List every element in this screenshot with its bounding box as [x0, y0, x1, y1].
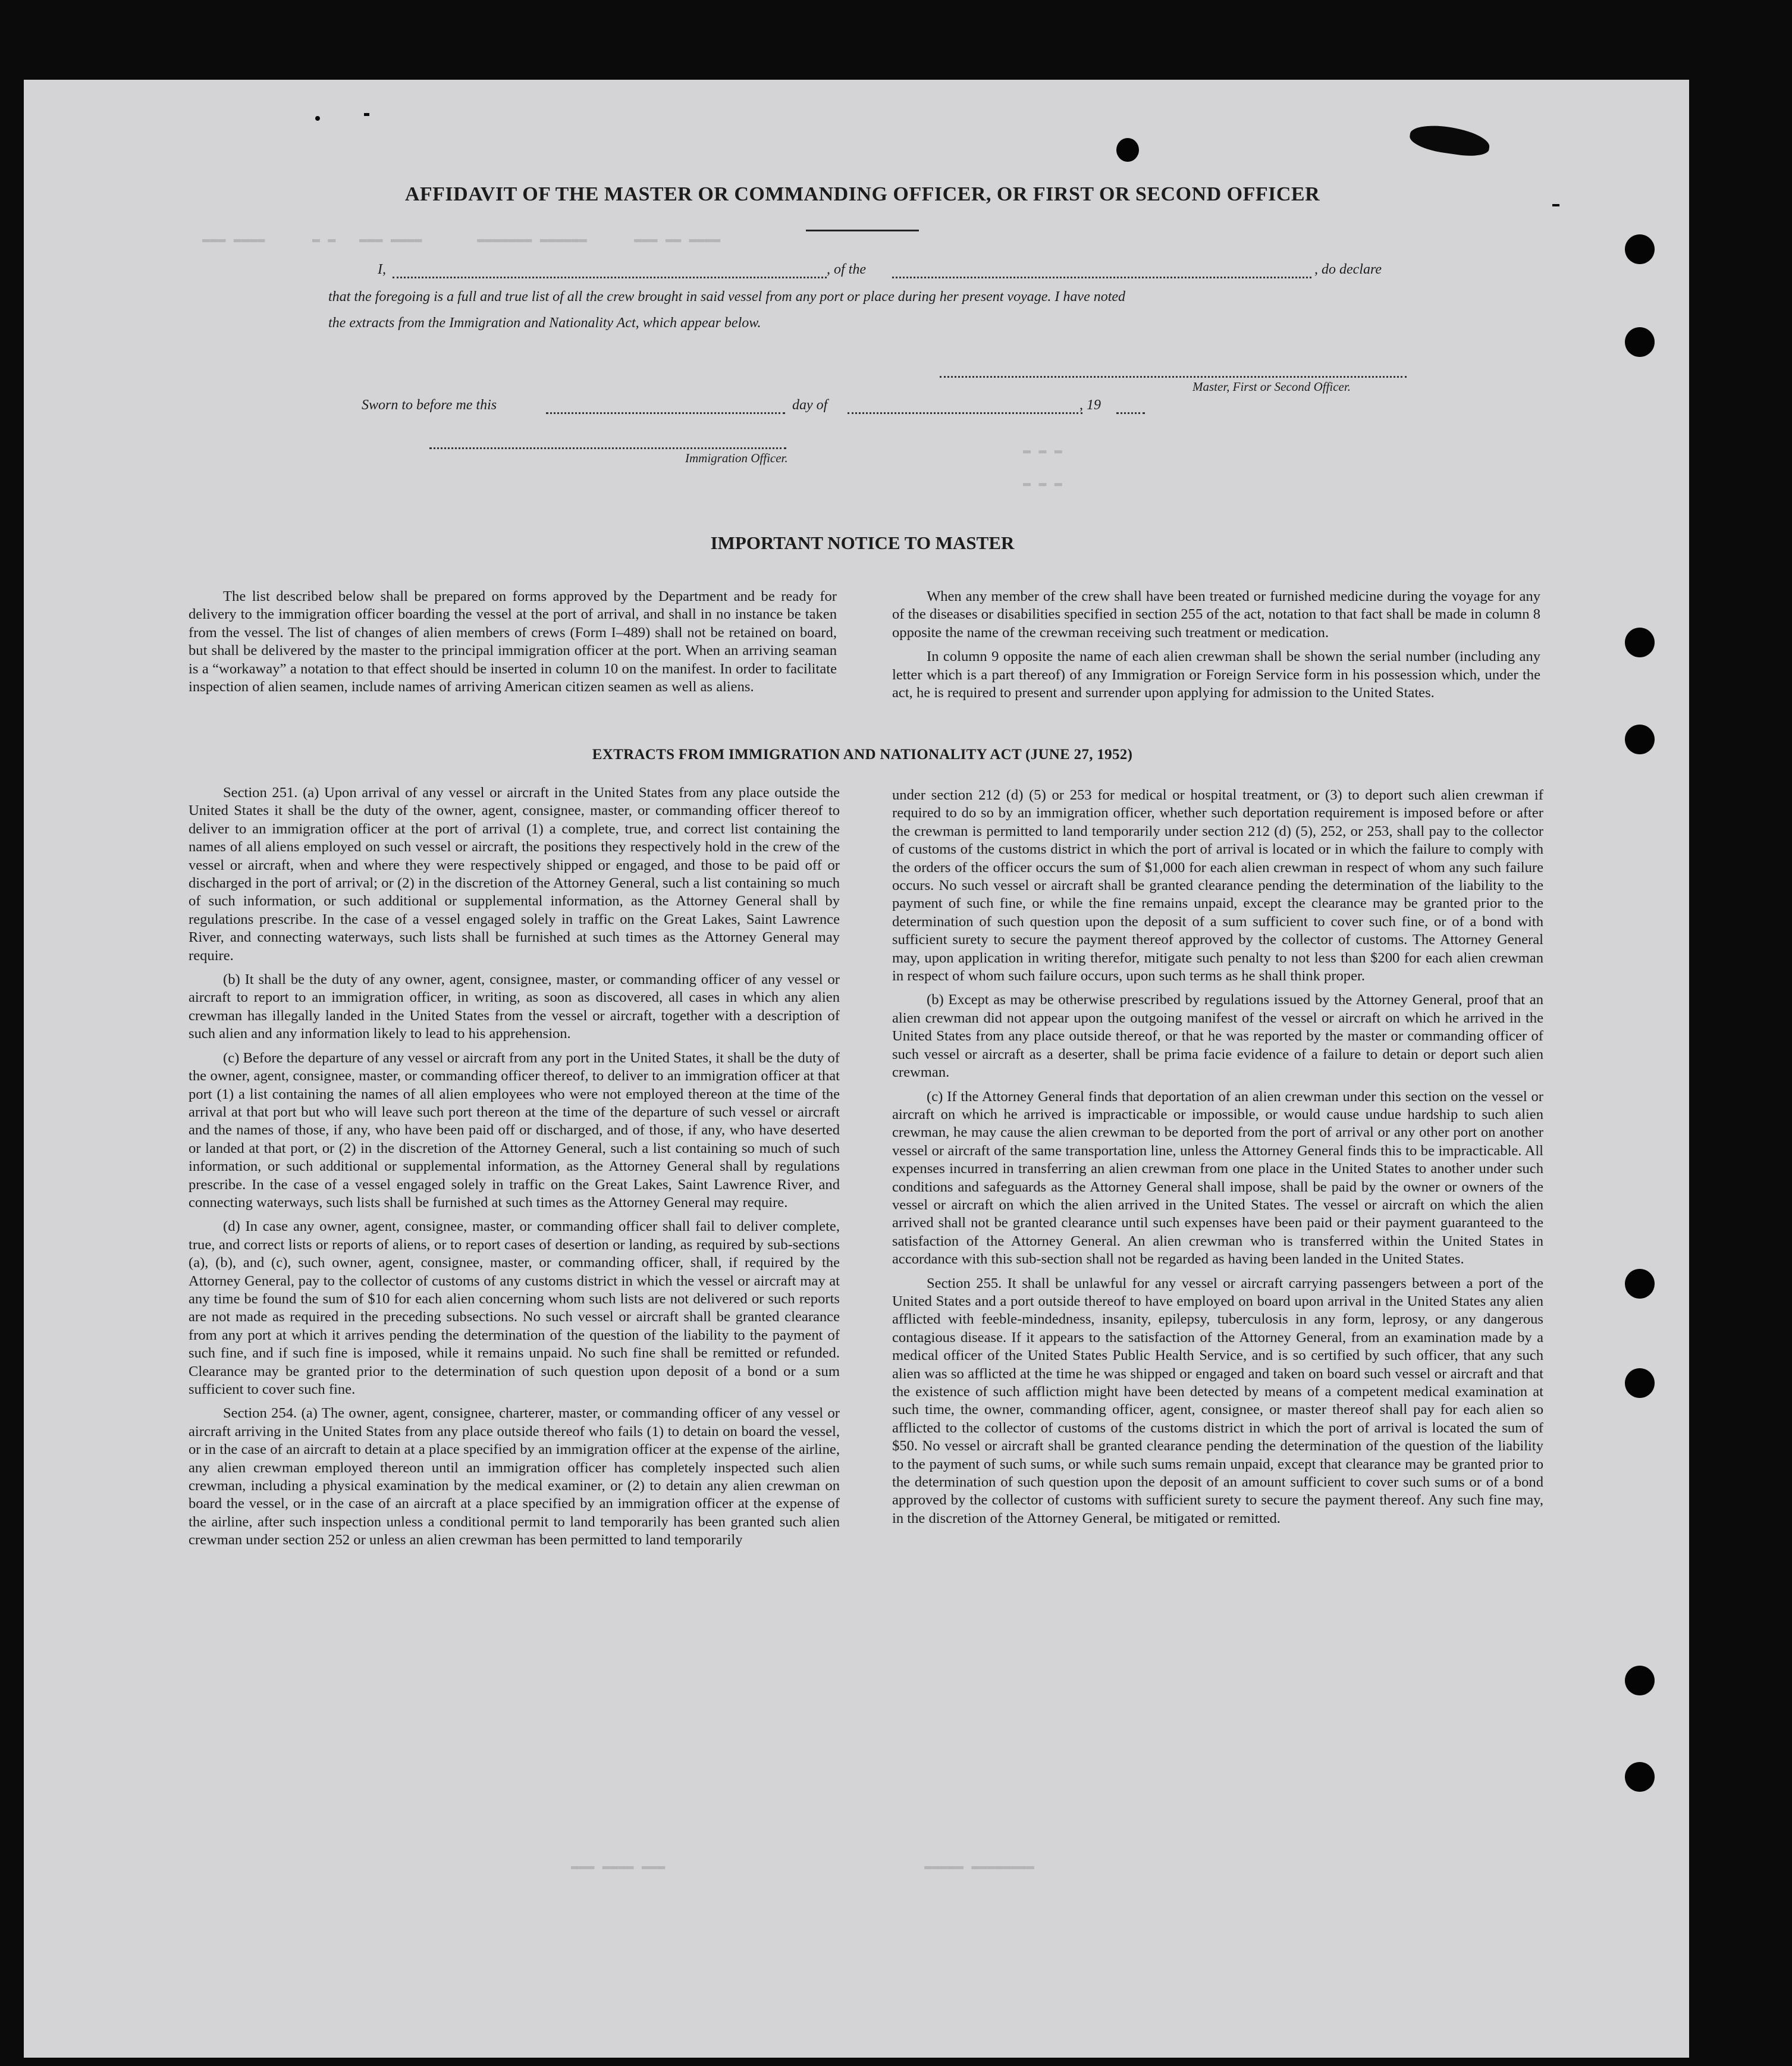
title-underline: [806, 230, 919, 231]
section-254-b: (b) Except as may be otherwise prescribed by regulations issued by the Attorney General, proof that an alien crewman did not appear upon the outgoing manifest of the vessel or aircraft on which he arrived in the United States from any place outside thereof, or that he was reported by the master or commanding officer of such vessel or aircraft as a deserter, shall be prima facie evidence of a failure to detain or deport such alien crewman.: [892, 992, 1543, 1081]
vessel-name-field[interactable]: [892, 277, 1311, 278]
ink-speck: [315, 116, 320, 121]
declaration-declare-label: , do declare: [1314, 262, 1382, 277]
section-251-c: (c) Before the departure of any vessel or aircraft from any port in the United States, it shall be the duty of the owner, agent, consignee, master, or commanding officer thereof, to deliver to an immigration officer at that port (1) a list containing the names of all alien employees who were not employed thereon at the time of the arrival at that port but who will leave such port thereon at the time of the departure of such vessel or aircraft and the names of those, if any, who have been paid off or discharged, and of those, if any, who have deserted or landed at that port, or (2) in the discretion of the Attorney General, such a list containing so much of such information, or such additional or supplemental information, as the Attorney General shall by regulations prescribe. In the case of a vessel engaged solely in traffic on the Great Lakes, Saint Lawrence River, and connecting waterways, such lists shall be furnished at such times as the Attorney General may require.: [189, 1049, 840, 1211]
declaration-line-2: that the foregoing is a full and true list of all the crew brought in said vessel from any port or place during her present voyage. I have noted: [328, 289, 1126, 305]
day-of-label: day of: [792, 397, 828, 413]
declaration-line-3: the extracts from the Immigration and Nationality Act, which appear below.: [328, 315, 761, 331]
section-254-a-continued: under section 212 (d) (5) or 253 for medical or hospital treatment, or (3) to deport such alien crewman if required to do so by an immigration officer, whether such deportation requirement is imposed before or after the crewman is permitted to land temporarily under section 212 (d) (5), 252, or 253, shall pay to the collector of customs of the customs district in which the port of arrival is located or in which the failure to comply with the orders of the officer occurs the sum of $1,000 for each alien crewman in respect of whom any such failure occurs. No such vessel or aircraft shall be granted clearance pending the determination of the liability to the payment of such fine, or while the fine remains unpaid, except the clearance may be granted prior to the determination of such question upon the deposit of a sum sufficient to cover such fine, or of a bond with sufficient surety to secure the payment thereof approved by the collector of customs. The Attorney General may, upon application in writing therefor, mitigate such penalty to not less than $200 for each alien crewman in respect of whom such failure occurs, upon such terms as he shall think proper.: [892, 787, 1543, 985]
punch-hole: [1625, 327, 1655, 357]
section-251-d: (d) In case any owner, agent, consignee, master, or commanding officer shall fail to deliver complete, true, and correct lists or reports of aliens, or to report cases of desertion or landing, as required by sub-sections (a), (b), and (c), such owner, agent, consignee, master, or commanding officer, shall, if required by the Attorney General, pay to the collector of customs of any customs district in which the vessel or aircraft may at any time be found the sum of $10 for each alien concerning whom such lists are not delivered or such reports are not made as required in the preceding subsections. No such vessel or aircraft shall be granted clearance from any port at which it arrives pending the determination of the question of the liability to the payment of such fine, and if such fine is imposed, while it remains unpaid. No such fine shall be remitted or refunded. Clearance may be granted prior to the determination of such question upon deposit of a bond or a sum sufficient to cover such fine.: [189, 1218, 840, 1397]
master-signature-caption: Master, First or Second Officer.: [1192, 380, 1351, 394]
punch-hole: [1625, 234, 1655, 264]
bleed-through: ▬▬▬ ▬▬▬▬ ▬▬▬ ▬▬▬▬▬ ▬▬▬▬▬▬▬▬: [571, 1859, 1034, 1874]
declaration-i-label: I,: [378, 262, 386, 277]
notice-left-paragraph: The list described below shall be prepared on forms approved by the Department and be ready for delivery to the immigration officer boarding the vessel at the port of arrival, and shall in no instance be taken from the vessel. The list of changes of alien members of crews (Form I–489) shall not be retained on board, but shall be delivered by the master to the principal immigration officer at the port. When an arriving seaman is a “workaway” a notation to that effect should be inserted in column 10 on the manifest. In order to facilitate inspection of alien seamen, include names of arriving American citizen seamen as well as aliens.: [189, 588, 837, 695]
section-255: Section 255. It shall be unlawful for any vessel or aircraft carrying passengers between a port of the United States and a port outside thereof to have employed on board upon arrival in the United States any alien afflicted with feeble-mindedness, insanity, epilepsy, tuberculosis in any form, leprosy, or any dangerous contagious disease. If it appears to the satisfaction of the Attorney General, from an examination made by a medical officer of the United States Public Health Service, and is so certified by such officer, that any such alien was so afflicted at the time he was shipped or engaged and taken on board such vessel or aircraft and that the existence of such affliction might have been detected by means of a competent medical examination at such time, the owner, commanding officer, agent, consignee, or master thereof shall pay for each alien so afflicted to the collector of customs of the customs district in which the port of arrival is located the sum of $50. No vessel or aircraft shall be granted clearance pending the determination of the question of the liability to the payment of such sums, or while such sums remain unpaid, except that clearance may be granted prior to the determination of such question upon the deposit of an amount sufficient to cover such sums or of a bond approved by the collector of customs with sufficient surety to secure the payment thereof. Any such fine may, in the discretion of the Attorney General, be mitigated or remitted.: [892, 1275, 1543, 1526]
notice-left-column: [189, 588, 837, 696]
section-251-b: (b) It shall be the duty of any owner, agent, consignee, master, or commanding officer of any vessel or aircraft to report to an immigration officer, in writing, as soon as discovered, all cases in which any alien crewman has illegally landed in the United States from the vessel or aircraft, together with a description of such alien and any information likely to lead to his apprehension.: [189, 971, 840, 1042]
punch-hole: [1625, 1368, 1655, 1398]
officer-signature-line[interactable]: [429, 447, 786, 449]
notice-right-column: [892, 588, 1540, 702]
bleed-through: ▬▬▬ ▬▬▬▬ ▬ ▬ ▬▬▬ ▬▬▬▬ ▬▬▬▬▬▬▬ ▬▬▬▬▬▬ ▬▬▬ ▬▬ ▬▬▬▬: [202, 232, 721, 247]
master-signature-line[interactable]: [940, 376, 1407, 378]
punch-hole: [1625, 628, 1655, 657]
sworn-month-field[interactable]: [848, 412, 1082, 414]
ink-speck: [364, 113, 369, 116]
extracts-right-column: [892, 786, 1543, 1528]
officer-signature-caption: Immigration Officer.: [685, 451, 788, 465]
notice-right-paragraph-1: When any member of the crew shall have been treated or furnished medicine during the voyage for any of the diseases or disabilities specified in section 255 of the act, notation to that fact shall be made in column 8 opposite the name of the crewman receiving such treatment or medication.: [892, 588, 1540, 641]
extracts-title: EXTRACTS FROM IMMIGRATION AND NATIONALITY ACT (JUNE 27, 1952): [592, 747, 1133, 763]
extracts-left-column: [189, 784, 840, 1550]
section-254-c: (c) If the Attorney General finds that deportation of an alien crewman under this section on the vessel or aircraft on which he arrived is impracticable or impossible, or would cause undue hardship to such alien crewman, he may cause the alien crewman to be deported from the port of arrival or any other port on another vessel or aircraft of the same transportation line, unless the Attorney General finds this to be impracticable. All expenses incurred in transferring an alien crewman from one place in the United States to another under such conditions and safeguards as the Attorney General shall impose, shall be paid by the owner or owners of the vessel or aircraft on which the alien arrived in the United States. The vessel or aircraft on which the alien arrived shall not be granted clearance until such expenses have been paid or their payment guaranteed to the satisfaction of the Attorney General. An alien crewman who is transferred within the United States in accordance with this sub-section shall not be regarded as having been landed in the United States.: [892, 1088, 1543, 1268]
notice-title: IMPORTANT NOTICE TO MASTER: [710, 532, 1015, 553]
ink-spot: [1116, 138, 1139, 162]
punch-hole: [1625, 1666, 1655, 1695]
master-name-field[interactable]: [393, 277, 827, 278]
sworn-label: Sworn to before me this: [362, 397, 497, 413]
punch-hole: [1625, 1269, 1655, 1299]
notice-right-paragraph-2: In column 9 opposite the name of each alien crewman shall be shown the serial number (including any letter which is a part thereof) of any Immigration or Foreign Service form in his possession which, under the act, he is required to present and surrender upon applying for admission to the United States.: [892, 648, 1540, 701]
sworn-year-field[interactable]: [1116, 412, 1145, 414]
section-251-a: Section 251. (a) Upon arrival of any vessel or aircraft in the United States from any place outside the United States it shall be the duty of the owner, agent, consignee, master, or commanding officer thereof to deliver to an immigration officer at the port of arrival (1) a complete, true, and correct list containing the names of all aliens employed on such vessel or aircraft, the positions they respectively hold in the crew of the vessel or aircraft, when and where they were respectively shipped or engaged, and those to be paid off or discharged in the port of arrival; or (2) in the discretion of the Attorney General, such a list containing so much of such information, or such additional or supplemental information, as the Attorney General shall by regulations prescribe. In the case of a vessel engaged solely in traffic on the Great Lakes, Saint Lawrence River, and connecting waterways, such lists shall be furnished at such times as the Attorney General may require.: [189, 785, 840, 964]
punch-hole: [1625, 1762, 1655, 1792]
bleed-through: ▬ ▬ ▬: [1023, 476, 1063, 491]
year-label: , 19: [1079, 397, 1101, 413]
declaration-of-the-label: , of the: [827, 262, 866, 277]
affidavit-title: AFFIDAVIT OF THE MASTER OR COMMANDING OFFICER, OR FIRST OR SECOND OFFICER: [404, 183, 1320, 205]
section-254-a: Section 254. (a) The owner, agent, consignee, charterer, master, or commanding officer of any vessel or aircraft arriving in the United States from any place outside thereof who fails (1) to detain on board the vessel, or in the case of an aircraft to detain at a place specified by an immigration officer at the expense of the airline, any alien crewman employed thereon until an immigration officer has completely inspected such alien crewman, including a physical examination by the medical examiner, or (2) to detain any alien crewman on board the vessel, or in the case of an aircraft at a place specified by an immigration officer at the expense of the airline, after such inspection unless a conditional permit to land temporarily has been granted such alien crewman under section 252 or unless an alien crewman has been permitted to land temporarily: [189, 1405, 840, 1548]
bleed-through: ▬ ▬ ▬: [1023, 443, 1063, 458]
sworn-day-field[interactable]: [546, 412, 785, 414]
